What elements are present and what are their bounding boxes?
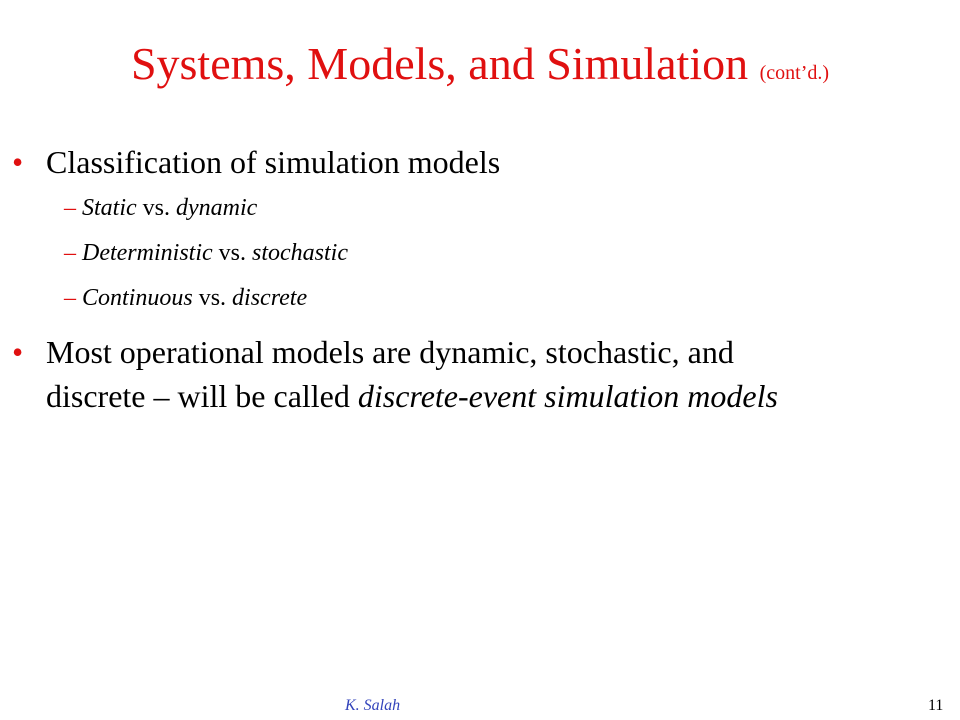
title-main: Systems, Models, and Simulation [130,38,749,89]
title-suffix: (cont’d.) [759,62,830,84]
footer-author: K. Salah [345,697,401,714]
bullet-marker: • [12,144,24,180]
sub-item-static-dynamic [64,192,257,224]
sub-item-connector: vs. [192,285,233,311]
sub-item-term-first: Static [82,195,137,221]
sub-item-connector: vs. [136,195,176,221]
sub-item-marker: – [64,195,76,221]
sub-item-connector: vs. [212,240,252,266]
sub-item-term-first: Continuous [82,285,193,311]
bullet-text-plain: discrete – will be called [46,378,358,414]
bullet-text-line1: Most operational models are dynamic, stochastic, and [46,334,734,370]
page-number: 11 [928,697,944,714]
sub-item-term-first: Deterministic [82,240,213,266]
sub-item-term-second: stochastic [251,240,348,266]
bullet-item-classification [12,140,926,184]
sub-item-term-second: discrete [232,285,308,311]
bullet-text-italic: discrete-event simulation models [357,378,778,414]
sub-item-marker: – [64,240,76,266]
sub-item-term-second: dynamic [176,195,258,221]
bullet-marker: • [12,334,24,370]
bullet-text-line2 [46,374,926,418]
sub-item-marker: – [64,285,76,311]
sub-item-continuous-discrete [64,282,307,314]
sub-item-deterministic-stochastic [64,237,348,269]
slide-title [0,34,960,103]
bullet-item-operational-models [12,330,926,418]
bullet-text: Classification of simulation models [46,144,501,180]
